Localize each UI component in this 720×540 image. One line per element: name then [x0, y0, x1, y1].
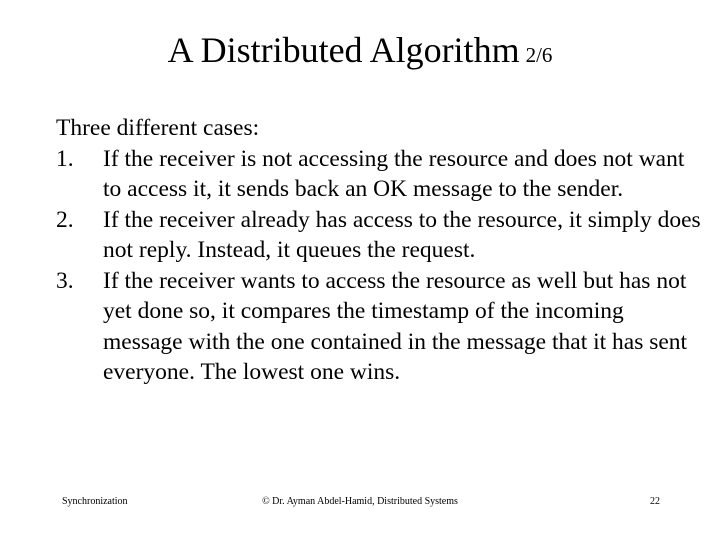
case-text: If the receiver wants to access the resource as well but has not yet done so, it compares the timestamp of the incoming message with the one contained in the message that it has sent everyone. The lowest one wins.	[103, 267, 688, 385]
slide-title-suffix: 2/6	[525, 43, 553, 67]
footer-page-number: 22	[650, 496, 660, 507]
case-number: 3.	[56, 267, 74, 294]
slide-body	[56, 113, 706, 388]
case-text: If the receiver is not accessing the resource and does not want to access it, it sends back an OK message to the sender.	[103, 145, 685, 202]
case-item-2	[56, 205, 706, 266]
cases-list	[56, 144, 706, 388]
case-item-1	[56, 144, 706, 205]
slide-title	[0, 28, 720, 77]
slide-footer	[0, 495, 720, 509]
slide-title-text: A Distributed Algorithm	[167, 30, 520, 70]
case-number: 1.	[56, 145, 74, 172]
footer-copyright: © Dr. Ayman Abdel-Hamid, Distributed Systems	[262, 496, 458, 507]
intro-text: Three different cases:	[56, 115, 260, 141]
footer-section-label: Synchronization	[62, 496, 128, 507]
case-number: 2.	[56, 206, 74, 233]
case-item-3	[56, 266, 706, 388]
case-text: If the receiver already has access to the resource, it simply does not reply. Instead, it queues the request.	[103, 206, 701, 263]
